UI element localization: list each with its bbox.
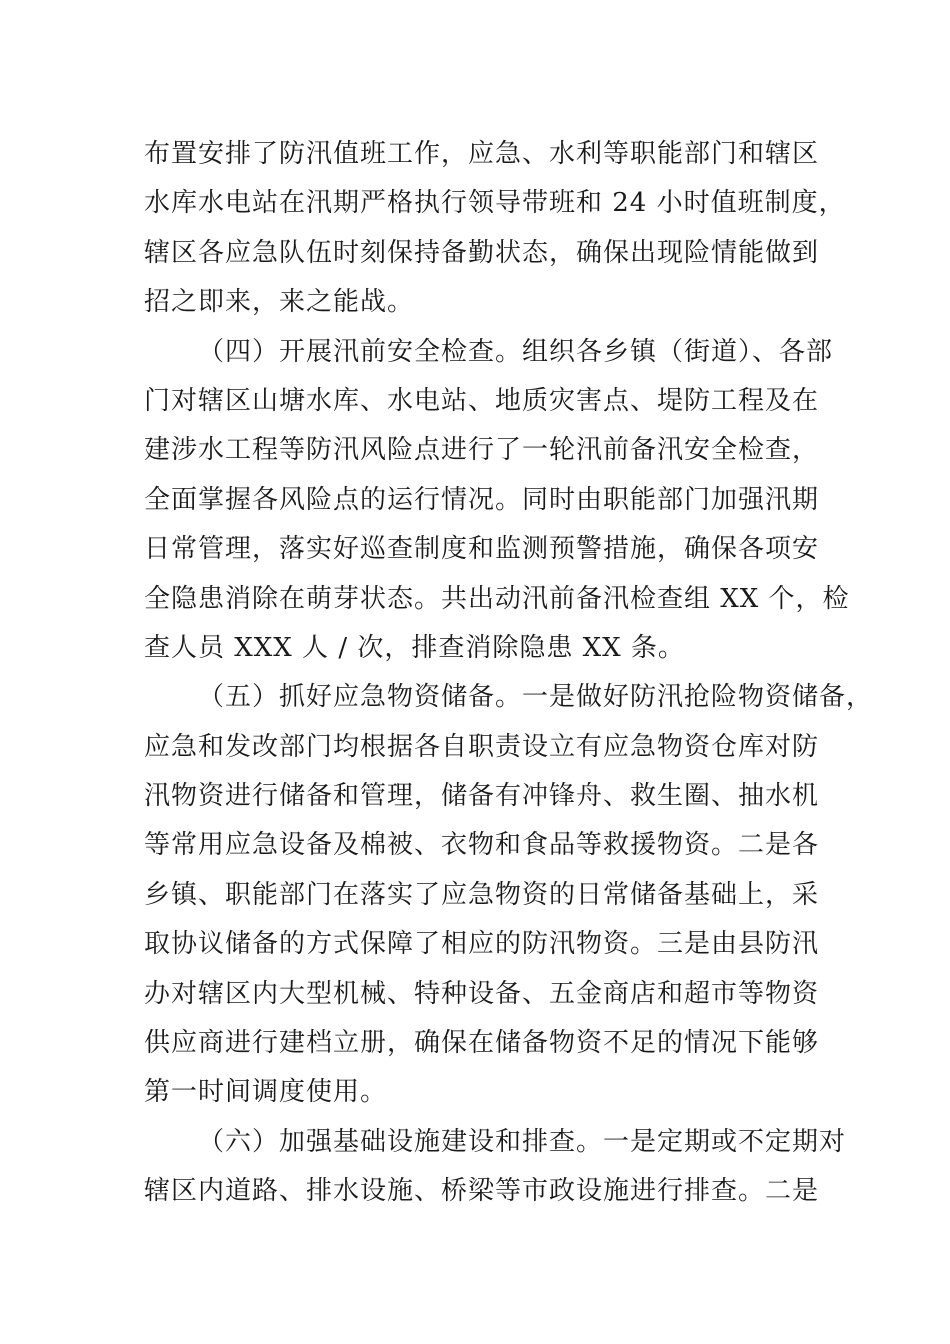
text-line: 水库水电站在汛期严格执行领导带班和 24 小时值班制度， [144, 188, 846, 219]
document-body [144, 130, 874, 1217]
text-line: 取协议储备的方式保障了相应的防汛物资。三是由县防汛 [144, 929, 820, 960]
text-line: 建涉水工程等防汛风险点进行了一轮汛前备汛安全检查， [144, 435, 820, 466]
text-line: 辖区内道路、排水设施、桥梁等市政设施进行排查。二是 [144, 1176, 820, 1207]
text-line: 日常管理，落实好巡查制度和监测预警措施，确保各项安 [144, 534, 820, 565]
text-line: 查人员 XXX 人 / 次，排查消除隐患 XX 条。 [144, 632, 685, 663]
section-heading-line: （四）开展汛前安全检查。组织各乡镇（街道）、各部 [198, 336, 834, 367]
text-line: 辖区各应急队伍时刻保持备勤状态，确保出现险情能做到 [144, 237, 820, 268]
text-line: 乡镇、职能部门在落实了应急物资的日常储备基础上，采 [144, 879, 820, 910]
text-line: 应急和发改部门均根据各自职责设立有应急物资仓库对防 [144, 731, 820, 762]
text-line: 第一时间调度使用。 [144, 1077, 388, 1108]
text-line: 布置安排了防汛值班工作，应急、水利等职能部门和辖区 [144, 139, 820, 169]
section-heading-line: （五）抓好应急物资储备。一是做好防汛抢险物资储备， [198, 682, 874, 713]
text-line: 招之即来，来之能战。 [144, 287, 415, 318]
text-line: 办对辖区内大型机械、特种设备、五金商店和超市等物资 [144, 978, 820, 1009]
text-line: 汛物资进行储备和管理，储备有冲锋舟、救生圈、抽水机 [144, 781, 820, 812]
text-line: 供应商进行建档立册，确保在储备物资不足的情况下能够 [144, 1028, 820, 1059]
text-line: 全隐患消除在萌芽状态。共出动汛前备汛检查组 XX 个，检 [144, 583, 850, 614]
text-line: 门对辖区山塘水库、水电站、地质灾害点、堤防工程及在 [144, 385, 820, 416]
text-line: 全面掌握各风险点的运行情况。同时由职能部门加强汛期 [144, 484, 820, 515]
text-line: 等常用应急设备及棉被、衣物和食品等救援物资。二是各 [144, 830, 820, 861]
section-heading-line: （六）加强基础设施建设和排查。一是定期或不定期对 [198, 1126, 847, 1157]
